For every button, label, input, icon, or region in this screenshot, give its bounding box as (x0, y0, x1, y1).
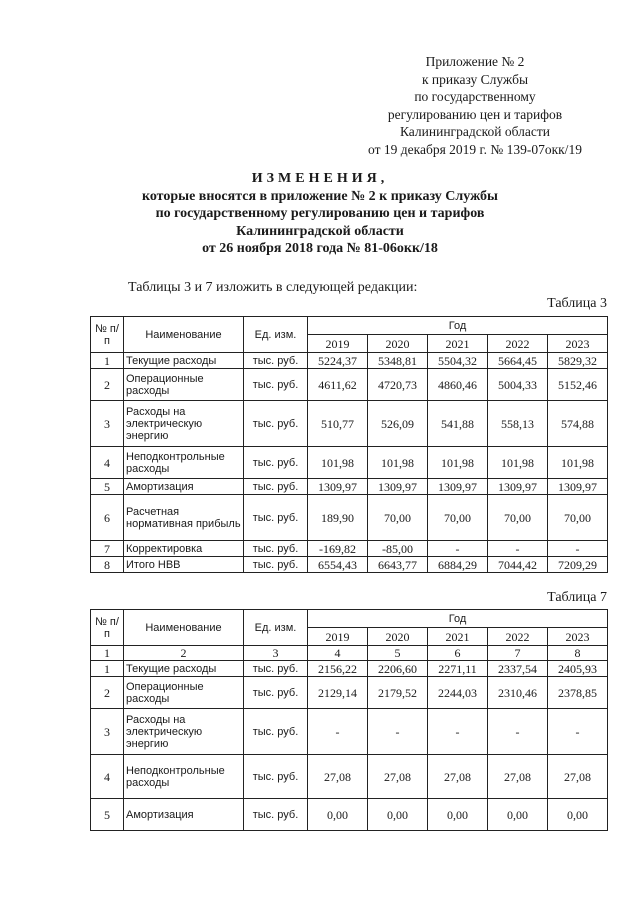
appendix-line: Приложение № 2 (425, 54, 525, 69)
row-value: 1309,97 (308, 479, 368, 495)
row-unit: тыс. руб. (244, 495, 308, 541)
row-name: Расходы на электрическую энергию (124, 709, 244, 755)
row-number: 5 (91, 799, 124, 831)
row-unit: тыс. руб. (244, 369, 308, 401)
column-number: 8 (548, 646, 608, 661)
row-value: 2244,03 (428, 677, 488, 709)
column-number-row (91, 646, 608, 661)
row-value: - (308, 709, 368, 755)
row-value: 27,08 (488, 755, 548, 799)
row-value: 2405,93 (548, 661, 608, 677)
header-year: 2022 (488, 628, 548, 646)
row-value: 2179,52 (368, 677, 428, 709)
row-value: 70,00 (488, 495, 548, 541)
row-value: - (548, 709, 608, 755)
row-value: - (368, 709, 428, 755)
row-number: 8 (91, 557, 124, 573)
row-value: 7209,29 (548, 557, 608, 573)
row-value: 1309,97 (488, 479, 548, 495)
appendix-line: от 19 декабря 2019 г. № 139-07окк/19 (368, 141, 582, 157)
column-number: 7 (488, 646, 548, 661)
row-value: 7044,42 (488, 557, 548, 573)
header-year: 2019 (308, 335, 368, 353)
row-value: 5664,45 (488, 353, 548, 369)
row-value: 5004,33 (488, 369, 548, 401)
row-value: 27,08 (428, 755, 488, 799)
row-value: - (428, 541, 488, 557)
row-value: 2206,60 (368, 661, 428, 677)
row-name: Текущие расходы (124, 353, 244, 369)
row-value: 1309,97 (428, 479, 488, 495)
row-value: 5224,37 (308, 353, 368, 369)
row-value: 4611,62 (308, 369, 368, 401)
row-value: - (548, 541, 608, 557)
appendix-block (330, 53, 620, 158)
column-number: 5 (368, 646, 428, 661)
row-value: 101,98 (488, 447, 548, 479)
row-unit: тыс. руб. (244, 661, 308, 677)
row-number: 1 (91, 353, 124, 369)
row-value: 5152,46 (548, 369, 608, 401)
row-value: 2129,14 (308, 677, 368, 709)
row-value: 0,00 (548, 799, 608, 831)
header-year: 2023 (548, 335, 608, 353)
row-unit: тыс. руб. (244, 541, 308, 557)
row-number: 7 (91, 541, 124, 557)
row-number: 4 (91, 755, 124, 799)
row-value: 2156,22 (308, 661, 368, 677)
table-row (91, 353, 608, 369)
row-unit: тыс. руб. (244, 447, 308, 479)
row-number: 3 (91, 401, 124, 447)
row-value: 2378,85 (548, 677, 608, 709)
row-value: 4860,46 (428, 369, 488, 401)
row-number: 3 (91, 709, 124, 755)
row-number: 2 (91, 677, 124, 709)
row-value: 0,00 (368, 799, 428, 831)
heading-line: которые вносятся в приложение № 2 к приказу Службы (141, 188, 498, 204)
table-row (91, 495, 608, 541)
heading-line: от 26 ноября 2018 года № 81-06окк/18 (202, 241, 438, 256)
row-value: 5829,32 (548, 353, 608, 369)
row-unit: тыс. руб. (244, 353, 308, 369)
document-heading (100, 170, 540, 258)
row-value: 0,00 (488, 799, 548, 831)
row-number: 5 (91, 479, 124, 495)
header-year: 2022 (488, 335, 548, 353)
row-value: 5348,81 (368, 353, 428, 369)
table-3 (90, 316, 608, 573)
row-value: 101,98 (368, 447, 428, 479)
table-row (91, 447, 608, 479)
table-row (91, 799, 608, 831)
header-unit: Ед. изм. (244, 317, 308, 353)
header-year: 2020 (368, 335, 428, 353)
row-name: Операционные расходы (124, 677, 244, 709)
row-value: 101,98 (428, 447, 488, 479)
header-year-group: Год (308, 610, 608, 628)
row-unit: тыс. руб. (244, 709, 308, 755)
header-year-group: Год (308, 317, 608, 335)
row-value: 101,98 (548, 447, 608, 479)
row-value: 526,09 (368, 401, 428, 447)
row-value: 101,98 (308, 447, 368, 479)
table-row (91, 479, 608, 495)
table-row (91, 369, 608, 401)
column-number: 4 (308, 646, 368, 661)
appendix-line: к приказу Службы (421, 71, 529, 87)
row-value: 574,88 (548, 401, 608, 447)
row-value: - (428, 709, 488, 755)
row-number: 4 (91, 447, 124, 479)
row-value: 558,13 (488, 401, 548, 447)
row-name: Неподконтрольные расходы (124, 755, 244, 799)
header-num: № п/п (91, 317, 124, 353)
header-year: 2021 (428, 335, 488, 353)
row-value: -169,82 (308, 541, 368, 557)
row-name: Текущие расходы (124, 661, 244, 677)
row-value: 510,77 (308, 401, 368, 447)
row-value: 6884,29 (428, 557, 488, 573)
row-value: 27,08 (548, 755, 608, 799)
row-name: Итого НВВ (124, 557, 244, 573)
header-name: Наименование (124, 317, 244, 353)
column-number: 2 (124, 646, 244, 661)
row-value: 4720,73 (368, 369, 428, 401)
row-value: 2271,11 (428, 661, 488, 677)
header-name: Наименование (124, 610, 244, 646)
row-value: 541,88 (428, 401, 488, 447)
row-unit: тыс. руб. (244, 677, 308, 709)
row-unit: тыс. руб. (244, 557, 308, 573)
table-row (91, 709, 608, 755)
row-value: 1309,97 (548, 479, 608, 495)
header-num: № п/п (91, 610, 124, 646)
header-year: 2020 (368, 628, 428, 646)
row-value: -85,00 (368, 541, 428, 557)
row-value: 70,00 (368, 495, 428, 541)
header-year: 2021 (428, 628, 488, 646)
intro-text: Таблицы 3 и 7 изложить в следующей редакции: (128, 280, 418, 295)
document-title: ИЗМЕНЕНИЯ, (251, 171, 389, 186)
heading-line: Калининградской области (236, 223, 404, 239)
row-name: Расчетная нормативная прибыль (124, 495, 244, 541)
column-number: 3 (244, 646, 308, 661)
row-value: 6643,77 (368, 557, 428, 573)
row-value: 5504,32 (428, 353, 488, 369)
table3-caption: Таблица 3 (547, 296, 607, 311)
row-unit: тыс. руб. (244, 755, 308, 799)
table-row (91, 677, 608, 709)
row-value: - (488, 541, 548, 557)
row-value: 2310,46 (488, 677, 548, 709)
row-number: 1 (91, 661, 124, 677)
table-row (91, 541, 608, 557)
row-value: 6554,43 (308, 557, 368, 573)
row-number: 2 (91, 369, 124, 401)
appendix-line: Калининградской области (399, 124, 551, 139)
row-value: 1309,97 (368, 479, 428, 495)
row-value: 70,00 (428, 495, 488, 541)
row-name: Неподконтрольные расходы (124, 447, 244, 479)
row-unit: тыс. руб. (244, 799, 308, 831)
appendix-line: по государственному (414, 89, 536, 104)
header-unit: Ед. изм. (244, 610, 308, 646)
row-number: 6 (91, 495, 124, 541)
row-value: 27,08 (308, 755, 368, 799)
row-value: 27,08 (368, 755, 428, 799)
row-value: 2337,54 (488, 661, 548, 677)
row-name: Корректировка (124, 541, 244, 557)
table-row (91, 557, 608, 573)
row-value: 0,00 (428, 799, 488, 831)
table-row (91, 755, 608, 799)
table-row (91, 401, 608, 447)
row-value: - (488, 709, 548, 755)
header-year: 2019 (308, 628, 368, 646)
table7-caption: Таблица 7 (547, 590, 607, 605)
table-row (91, 661, 608, 677)
column-number: 1 (91, 646, 124, 661)
row-name: Амортизация (124, 799, 244, 831)
table-7 (90, 609, 608, 831)
column-number: 6 (428, 646, 488, 661)
row-name: Амортизация (124, 479, 244, 495)
row-name: Расходы на электрическую энергию (124, 401, 244, 447)
row-name: Операционные расходы (124, 369, 244, 401)
header-year: 2023 (548, 628, 608, 646)
row-unit: тыс. руб. (244, 401, 308, 447)
row-value: 189,90 (308, 495, 368, 541)
appendix-line: регулированию цен и тарифов (387, 106, 563, 122)
row-value: 0,00 (308, 799, 368, 831)
row-value: 70,00 (548, 495, 608, 541)
row-unit: тыс. руб. (244, 479, 308, 495)
heading-line: по государственному регулированию цен и тарифов (155, 206, 485, 221)
